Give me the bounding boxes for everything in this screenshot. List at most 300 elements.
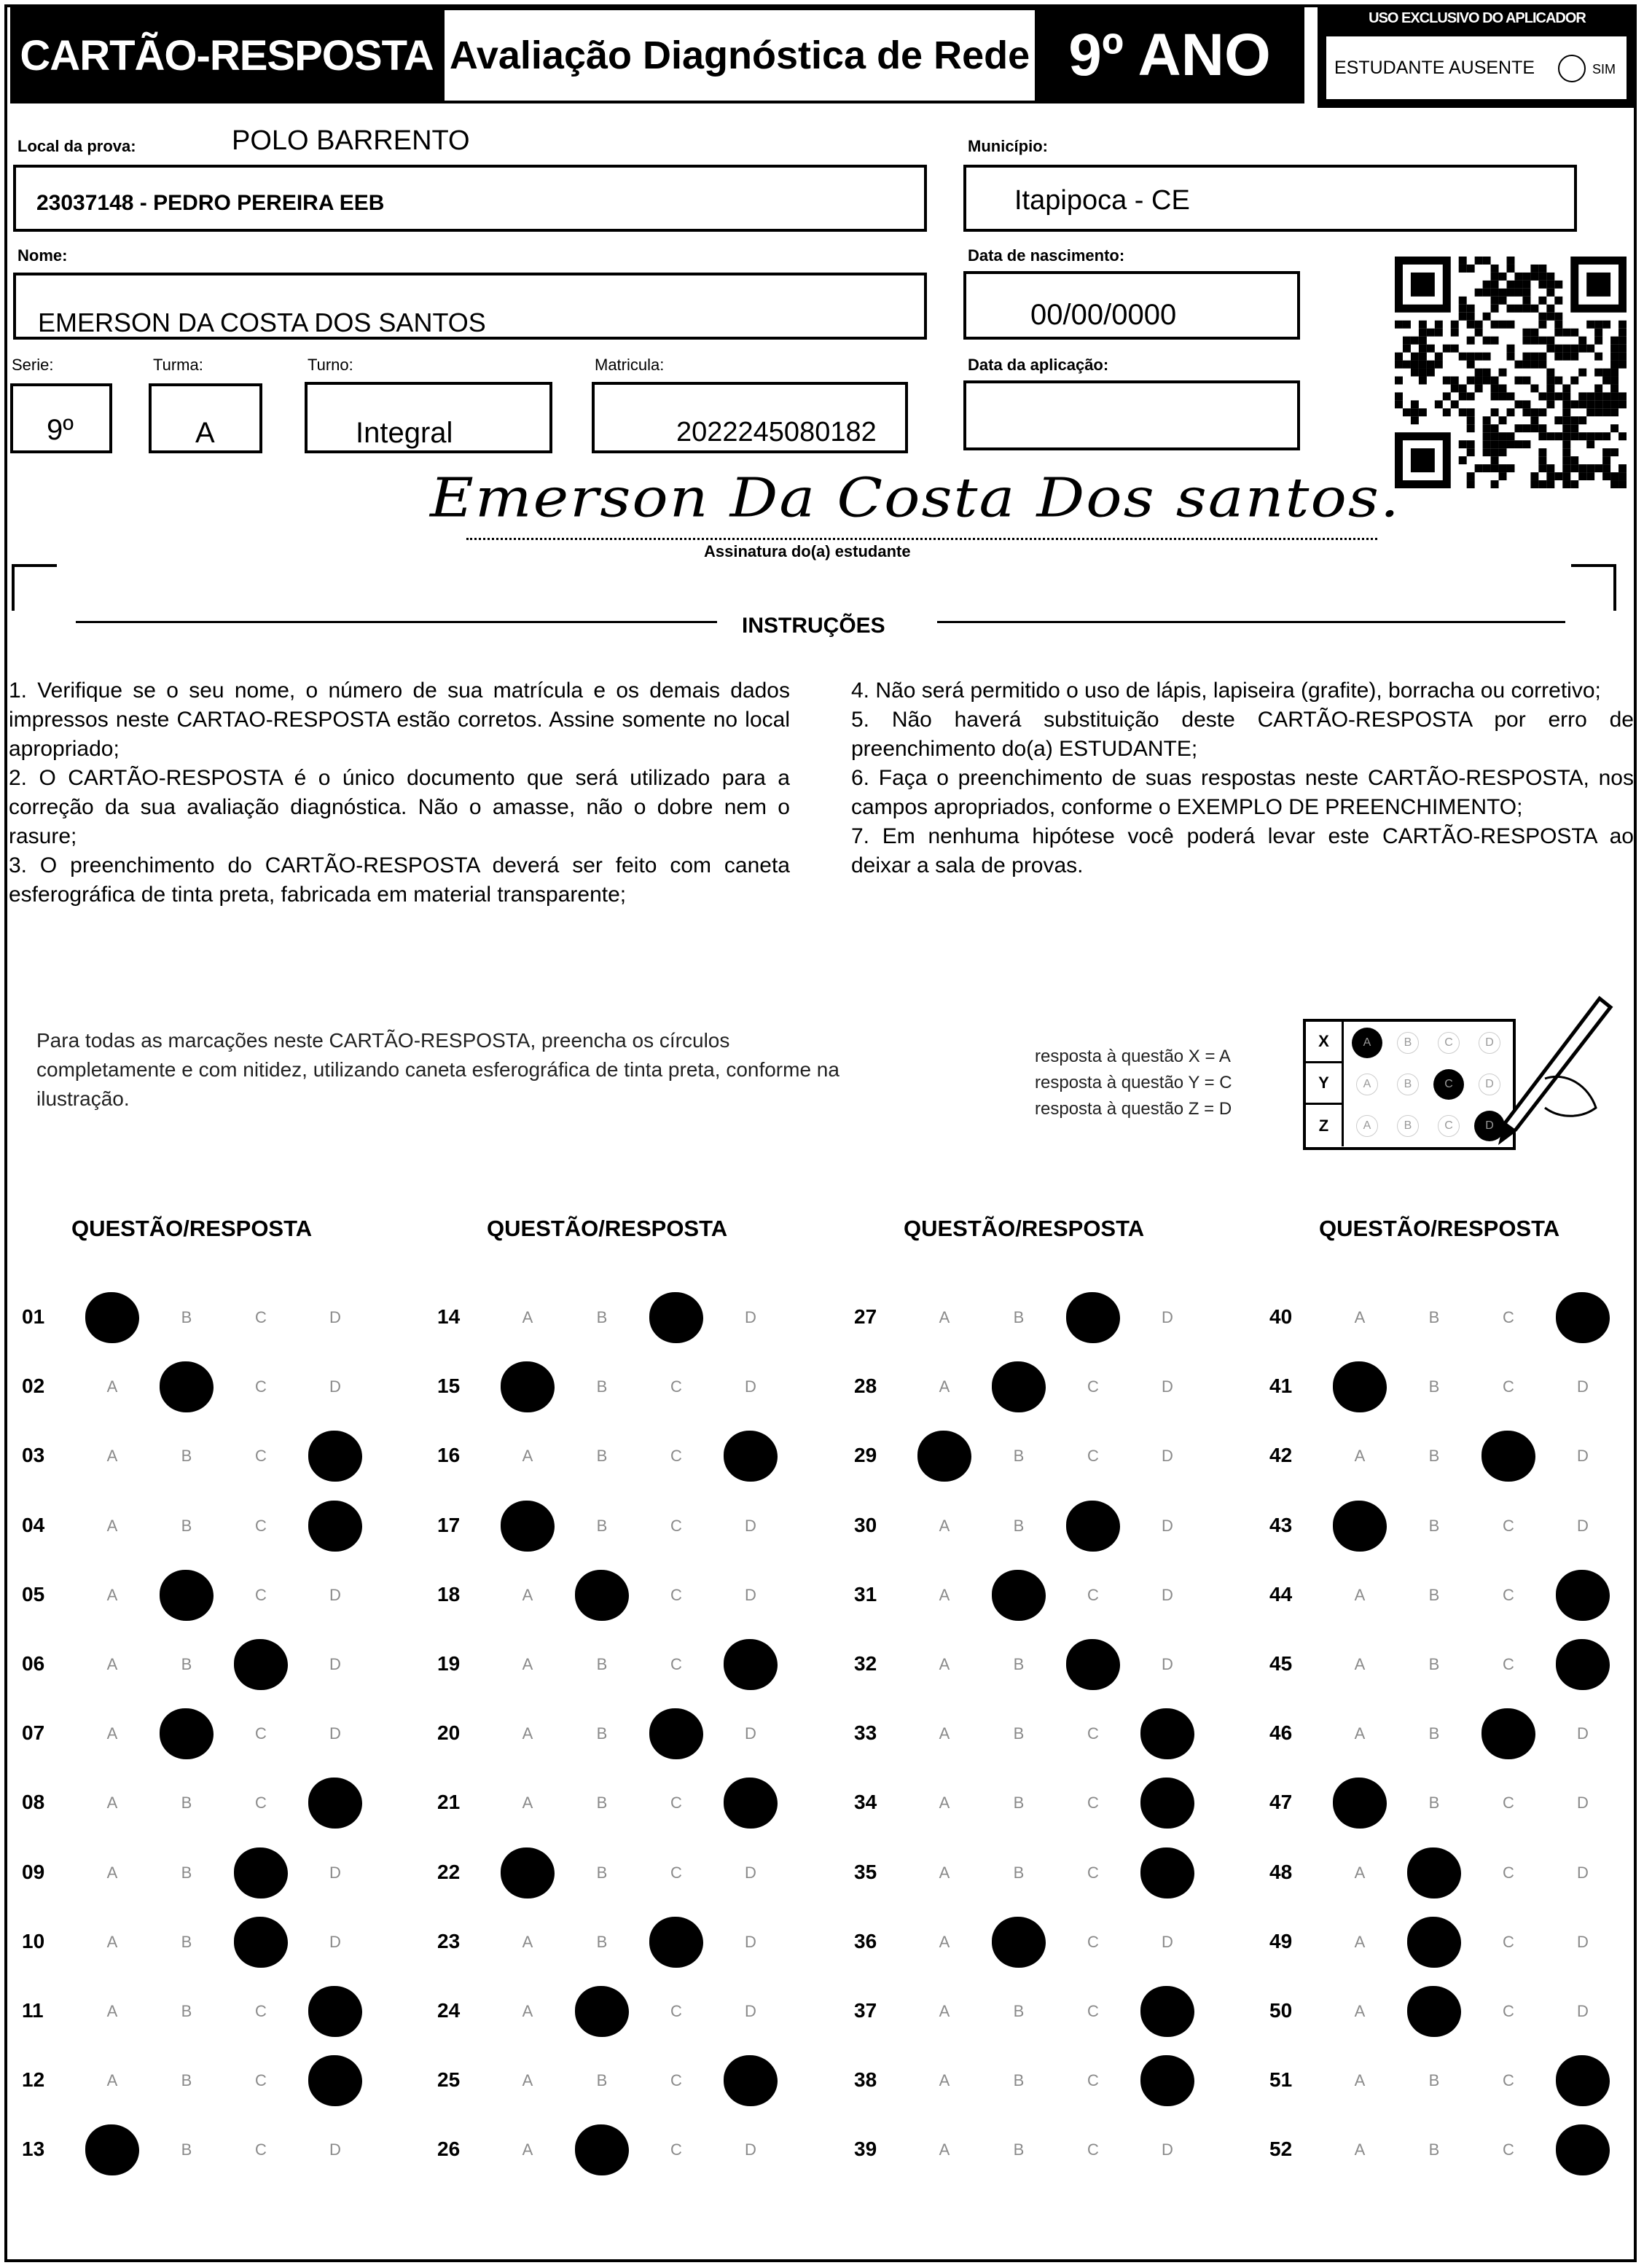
answer-bubble-q25-d[interactable]: D (724, 2055, 778, 2106)
answer-bubble-q47-a[interactable]: A (1333, 1778, 1387, 1829)
answer-bubble-q38-b[interactable]: B (1013, 2071, 1025, 2090)
question-number: 38 (854, 2068, 877, 2092)
answer-bubble-q18-c[interactable]: C (670, 1585, 682, 1604)
answer-bubble-q37-d[interactable]: D (1140, 1986, 1194, 2037)
answer-bubble-q15-a[interactable]: A (501, 1361, 555, 1412)
answer-bubble-q33-d[interactable]: D (1140, 1708, 1194, 1759)
answer-bubble-q09-d[interactable]: D (329, 1863, 341, 1882)
question-number: 49 (1269, 1929, 1293, 1952)
answer-bubble-q30-a[interactable]: A (939, 1516, 950, 1535)
answer-bubble-q50-d[interactable]: D (1577, 2002, 1589, 2020)
answer-bubble-q06-b[interactable]: B (181, 1655, 192, 1673)
answer-bubble-q14-a[interactable]: A (522, 1308, 533, 1326)
nascimento-value: 00/00/0000 (1030, 299, 1177, 331)
sheet-title: CARTÃO-RESPOSTA (10, 7, 443, 103)
answer-bubble-q46-b[interactable]: B (1428, 1724, 1440, 1743)
answer-bubble-q45-b[interactable]: B (1428, 1655, 1440, 1673)
answer-bubble-q23-b[interactable]: B (596, 1932, 608, 1951)
question-number: 43 (1269, 1513, 1293, 1536)
answer-bubble-q46-a[interactable]: A (1354, 1724, 1366, 1743)
question-number: 28 (854, 1375, 877, 1398)
answer-bubble-q03-b[interactable]: B (181, 1447, 192, 1466)
answer-bubble-q46-d[interactable]: D (1577, 1724, 1589, 1743)
answer-bubble-q52-a[interactable]: A (1354, 2140, 1366, 2159)
answer-bubble-q22-b[interactable]: B (596, 1863, 608, 1882)
answer-bubble-q09-b[interactable]: B (181, 1863, 192, 1882)
answer-bubble-q29-b[interactable]: B (1013, 1447, 1025, 1466)
answer-bubble-q03-d[interactable]: D (308, 1431, 362, 1482)
answer-bubble-q27-c[interactable]: C (1066, 1292, 1120, 1343)
question-number: 47 (1269, 1791, 1293, 1814)
answer-bubble-q43-a[interactable]: A (1333, 1501, 1387, 1552)
answer-bubble-q04-c[interactable]: C (255, 1516, 267, 1535)
answer-bubble-q26-a[interactable]: A (522, 2140, 533, 2159)
turno-value: Integral (356, 417, 453, 449)
question-number: 11 (22, 1999, 44, 2022)
answer-bubble-q05-b[interactable]: B (160, 1570, 214, 1621)
question-number: 45 (1269, 1652, 1293, 1675)
answer-bubble-q38-c[interactable]: C (1087, 2071, 1099, 2090)
answer-bubble-q30-b[interactable]: B (1013, 1516, 1025, 1535)
answer-bubble-q35-b[interactable]: B (1013, 1863, 1025, 1882)
example-bubble-z-c: C (1438, 1115, 1460, 1137)
question-number: 08 (22, 1791, 45, 1814)
answer-bubble-q46-c[interactable]: C (1481, 1708, 1535, 1759)
answer-bubble-q36-c[interactable]: C (1087, 1932, 1099, 1951)
instructions-left (9, 676, 790, 910)
answer-bubble-q07-c[interactable]: C (255, 1724, 267, 1743)
answer-bubble-q11-b[interactable]: B (181, 2002, 192, 2020)
answer-bubble-q39-d[interactable]: D (1162, 2140, 1173, 2159)
answer-bubble-q20-b[interactable]: B (596, 1724, 608, 1743)
example-row-label: Y (1306, 1063, 1344, 1105)
turma-value: A (195, 417, 215, 449)
answer-bubble-q18-a[interactable]: A (522, 1585, 533, 1604)
answer-bubble-q12-a[interactable]: A (106, 2071, 118, 2090)
answer-bubble-q16-a[interactable]: A (522, 1447, 533, 1466)
serie-label: Serie: (12, 356, 54, 374)
column-header: QUESTÃO/RESPOSTA (71, 1216, 313, 1241)
question-number: 04 (22, 1513, 45, 1536)
answer-bubble-q32-b[interactable]: B (1013, 1655, 1025, 1673)
question-number: 46 (1269, 1721, 1293, 1745)
answer-bubble-q06-d[interactable]: D (329, 1655, 341, 1673)
answer-bubble-q02-b[interactable]: B (160, 1361, 214, 1412)
answer-bubble-q44-c[interactable]: C (1503, 1585, 1514, 1604)
question-number: 02 (22, 1375, 45, 1398)
answer-bubble-q45-d[interactable]: D (1556, 1639, 1610, 1690)
answer-bubble-q21-a[interactable]: A (522, 1794, 533, 1813)
question-number: 24 (437, 1999, 461, 2022)
example-legend-z: resposta à questão Z = D (1035, 1099, 1232, 1119)
answer-bubble-q44-d[interactable]: D (1556, 1570, 1610, 1621)
answer-bubble-q34-c[interactable]: C (1087, 1794, 1099, 1813)
answer-bubble-q40-c[interactable]: C (1503, 1308, 1514, 1326)
answer-bubble-q26-b[interactable]: B (575, 2124, 629, 2175)
answer-bubble-q13-b[interactable]: B (181, 2140, 192, 2159)
answer-bubble-q40-d[interactable]: D (1556, 1292, 1610, 1343)
answer-bubble-q17-a[interactable]: A (501, 1501, 555, 1552)
column-header: QUESTÃO/RESPOSTA (904, 1216, 1145, 1241)
pen-illustration (1472, 991, 1618, 1159)
answer-bubble-q16-b[interactable]: B (596, 1447, 608, 1466)
answer-bubble-q08-c[interactable]: C (255, 1794, 267, 1813)
answer-bubble-q04-b[interactable]: B (181, 1516, 192, 1535)
answer-bubble-q32-c[interactable]: C (1066, 1639, 1120, 1690)
answer-bubble-q18-b[interactable]: B (575, 1570, 629, 1621)
answer-bubble-q13-a[interactable]: A (85, 2124, 139, 2175)
answer-bubble-q18-d[interactable]: D (745, 1585, 756, 1604)
answer-bubble-q19-c[interactable]: C (670, 1655, 682, 1673)
answer-bubble-q19-d[interactable]: D (724, 1639, 778, 1690)
example-legend-x: resposta à questão X = A (1035, 1047, 1231, 1066)
answer-bubble-q01-c[interactable]: C (255, 1308, 267, 1326)
answer-bubble-q07-d[interactable]: D (329, 1724, 341, 1743)
answer-bubble-q40-b[interactable]: B (1428, 1308, 1440, 1326)
question-number: 17 (437, 1513, 461, 1536)
instructions-right (851, 676, 1634, 880)
answer-bubble-q47-b[interactable]: B (1428, 1794, 1440, 1813)
answer-bubble-q36-d[interactable]: D (1162, 1932, 1173, 1951)
answer-bubble-q51-a[interactable]: A (1354, 2071, 1366, 2090)
instruction-5: 5. Não haverá substituição deste CARTÃO-RESPOSTA por erro de preenchimento do(a) ESTUDANTE; (851, 708, 1634, 761)
question-number: 32 (854, 1652, 877, 1675)
answer-bubble-q24-a[interactable]: A (522, 2002, 533, 2020)
aplicacao-label: Data da aplicação: (968, 356, 1109, 374)
answer-bubble-q26-d[interactable]: D (745, 2140, 756, 2159)
answer-bubble-q42-a[interactable]: A (1354, 1447, 1366, 1466)
example-row-label: X (1306, 1022, 1344, 1063)
answer-bubble-q34-b[interactable]: B (1013, 1794, 1025, 1813)
answer-bubble-q45-a[interactable]: A (1354, 1655, 1366, 1673)
answer-bubble-q15-c[interactable]: C (670, 1377, 682, 1396)
answer-bubble-q05-d[interactable]: D (329, 1585, 341, 1604)
answer-bubble-q44-b[interactable]: B (1428, 1585, 1440, 1604)
answer-bubble-q23-a[interactable]: A (522, 1932, 533, 1951)
answer-bubble-q20-d[interactable]: D (745, 1724, 756, 1743)
example-bubble-y-b: B (1397, 1074, 1419, 1095)
answer-bubble-q17-d[interactable]: D (745, 1516, 756, 1535)
answer-bubble-q21-c[interactable]: C (670, 1794, 682, 1813)
answer-bubble-q22-d[interactable]: D (745, 1863, 756, 1882)
example-bubble-x-b: B (1397, 1032, 1419, 1054)
instructions-corner-right (1571, 564, 1616, 611)
answer-bubble-q51-b[interactable]: B (1428, 2071, 1440, 2090)
answer-bubble-q45-c[interactable]: C (1503, 1655, 1514, 1673)
answer-bubble-q12-c[interactable]: C (255, 2071, 267, 2090)
question-number: 40 (1269, 1305, 1293, 1328)
answer-bubble-q14-b[interactable]: B (596, 1308, 608, 1326)
answer-bubble-q25-c[interactable]: C (670, 2071, 682, 2090)
turma-label: Turma: (153, 356, 203, 374)
question-number: 22 (437, 1860, 461, 1883)
answer-bubble-q47-c[interactable]: C (1503, 1794, 1514, 1813)
signature-label: Assinatura do(a) estudante (704, 542, 911, 560)
question-number: 15 (437, 1375, 461, 1398)
answer-bubble-q34-a[interactable]: A (939, 1794, 950, 1813)
answer-bubble-q33-a[interactable]: A (939, 1724, 950, 1743)
answer-bubble-q37-b[interactable]: B (1013, 2002, 1025, 2020)
answer-bubble-q35-a[interactable]: A (939, 1863, 950, 1882)
answer-bubble-q02-d[interactable]: D (329, 1377, 341, 1396)
absent-label: ESTUDANTE AUSENTE (1334, 58, 1535, 78)
question-number: 39 (854, 2138, 877, 2161)
local-label: Local da prova: (17, 137, 136, 155)
answer-bubble-q49-b[interactable]: B (1407, 1917, 1461, 1968)
answer-bubble-q01-a[interactable]: A (85, 1292, 139, 1343)
answer-bubble-q08-b[interactable]: B (181, 1794, 192, 1813)
question-number: 26 (437, 2138, 461, 2161)
answer-bubble-q03-a[interactable]: A (106, 1447, 118, 1466)
answer-bubble-q30-c[interactable]: C (1066, 1501, 1120, 1552)
answer-bubble-q32-a[interactable]: A (939, 1655, 950, 1673)
answer-bubble-q05-c[interactable]: C (255, 1585, 267, 1604)
question-number: 16 (437, 1444, 461, 1467)
answer-bubble-q29-d[interactable]: D (1162, 1447, 1173, 1466)
answer-bubble-q19-a[interactable]: A (522, 1655, 533, 1673)
answer-bubble-q15-b[interactable]: B (596, 1377, 608, 1396)
answer-bubble-q07-a[interactable]: A (106, 1724, 118, 1743)
answer-bubble-q14-c[interactable]: C (649, 1292, 703, 1343)
answer-bubble-q28-a[interactable]: A (939, 1377, 950, 1396)
instructions-title: INSTRUÇÕES (742, 614, 885, 638)
answer-bubble-q48-a[interactable]: A (1354, 1863, 1366, 1882)
answer-bubble-q43-d[interactable]: D (1577, 1516, 1589, 1535)
answer-bubble-q51-d[interactable]: D (1556, 2055, 1610, 2106)
answer-bubble-q49-c[interactable]: C (1503, 1932, 1514, 1951)
answer-bubble-q48-b[interactable]: B (1407, 1847, 1461, 1899)
signature-line (466, 538, 1377, 540)
example-bubble-y-a: A (1356, 1074, 1378, 1095)
answer-bubble-q04-d[interactable]: D (308, 1501, 362, 1552)
absent-box (1326, 36, 1627, 99)
answer-bubble-q12-b[interactable]: B (181, 2071, 192, 2090)
absent-checkbox[interactable] (1558, 55, 1586, 82)
example-row-label: Z (1306, 1105, 1344, 1146)
answer-bubble-q38-d[interactable]: D (1140, 2055, 1194, 2106)
answer-bubble-q43-b[interactable]: B (1428, 1516, 1440, 1535)
answer-bubble-q44-a[interactable]: A (1354, 1585, 1366, 1604)
answer-bubble-q39-b[interactable]: B (1013, 2140, 1025, 2159)
answer-bubble-q19-b[interactable]: B (596, 1655, 608, 1673)
answer-bubble-q13-d[interactable]: D (329, 2140, 341, 2159)
absent-option-label: SIM (1592, 62, 1616, 77)
answer-bubble-q42-b[interactable]: B (1428, 1447, 1440, 1466)
example-legend-y: resposta à questão Y = C (1035, 1073, 1232, 1092)
answer-bubble-q36-b[interactable]: B (992, 1917, 1046, 1968)
answer-bubble-q05-a[interactable]: A (106, 1585, 118, 1604)
answer-bubble-q31-d[interactable]: D (1162, 1585, 1173, 1604)
example-bubble-z-d: D (1474, 1111, 1505, 1141)
answer-bubble-q03-c[interactable]: C (255, 1447, 267, 1466)
answer-bubble-q42-c[interactable]: C (1481, 1431, 1535, 1482)
question-number: 33 (854, 1721, 877, 1745)
answer-bubble-q49-d[interactable]: D (1577, 1932, 1589, 1951)
answer-bubble-q13-c[interactable]: C (255, 2140, 267, 2159)
answer-bubble-q52-d[interactable]: D (1556, 2124, 1610, 2175)
answer-bubble-q10-b[interactable]: B (181, 1932, 192, 1951)
answer-bubble-q23-d[interactable]: D (745, 1932, 756, 1951)
answer-bubble-q25-a[interactable]: A (522, 2071, 533, 2090)
question-number: 14 (437, 1305, 461, 1328)
answer-bubble-q06-c[interactable]: C (234, 1639, 288, 1690)
instructions-rule-left (76, 621, 717, 623)
answer-bubble-q37-c[interactable]: C (1087, 2002, 1099, 2020)
answer-bubble-q41-d[interactable]: D (1577, 1377, 1589, 1396)
answer-bubble-q30-d[interactable]: D (1162, 1516, 1173, 1535)
answer-bubble-q10-a[interactable]: A (106, 1932, 118, 1951)
example-bubble-z-a: A (1356, 1115, 1378, 1137)
question-number: 27 (854, 1305, 877, 1328)
question-number: 42 (1269, 1444, 1293, 1467)
question-number: 36 (854, 1929, 877, 1952)
answer-bubble-q11-d[interactable]: D (308, 1986, 362, 2037)
school-value: 23037148 - PEDRO PEREIRA EEB (36, 191, 385, 215)
answer-bubble-q29-c[interactable]: C (1087, 1447, 1099, 1466)
signature-handwriting: Emerson Da Costa Dos santos. (430, 466, 1401, 530)
question-number: 41 (1269, 1375, 1293, 1398)
answer-bubble-q41-b[interactable]: B (1428, 1377, 1440, 1396)
answer-bubble-q43-c[interactable]: C (1503, 1516, 1514, 1535)
answer-bubble-q35-d[interactable]: D (1140, 1847, 1194, 1899)
answer-bubble-q06-a[interactable]: A (106, 1655, 118, 1673)
instruction-1: 1. Verifique se o seu nome, o número de sua matrícula e os demais dados impressos neste CARTAO-RESPOSTA estão corretos. Assine somente no local apropriado; (9, 679, 790, 761)
answer-bubble-q20-a[interactable]: A (522, 1724, 533, 1743)
instructions-rule-right (937, 621, 1565, 623)
answer-bubble-q22-a[interactable]: A (501, 1847, 555, 1899)
answer-bubble-q02-c[interactable]: C (255, 1377, 267, 1396)
question-number: 06 (22, 1652, 45, 1675)
matricula-label: Matricula: (595, 356, 665, 374)
answer-bubble-q31-b[interactable]: B (992, 1570, 1046, 1621)
answer-bubble-q01-d[interactable]: D (329, 1308, 341, 1326)
example-bubble-x-c: C (1438, 1032, 1460, 1054)
answer-bubble-q47-d[interactable]: D (1577, 1794, 1589, 1813)
answer-bubble-q33-c[interactable]: C (1087, 1724, 1099, 1743)
answer-bubble-q17-b[interactable]: B (596, 1516, 608, 1535)
answer-bubble-q52-b[interactable]: B (1428, 2140, 1440, 2159)
answer-bubble-q11-c[interactable]: C (255, 2002, 267, 2020)
question-number: 51 (1269, 2068, 1293, 2092)
answer-bubble-q52-c[interactable]: C (1503, 2140, 1514, 2159)
aplicador-panel (1318, 4, 1637, 108)
answer-bubble-q12-d[interactable]: D (308, 2055, 362, 2106)
answer-bubble-q40-a[interactable]: A (1354, 1308, 1366, 1326)
answer-bubble-q34-d[interactable]: D (1140, 1778, 1194, 1829)
answer-bubble-q32-d[interactable]: D (1162, 1655, 1173, 1673)
question-number: 18 (437, 1582, 461, 1606)
answer-bubble-q35-c[interactable]: C (1087, 1863, 1099, 1882)
answer-bubble-q23-c[interactable]: C (649, 1917, 703, 1968)
turno-label: Turno: (308, 356, 353, 374)
answer-bubble-q38-a[interactable]: A (939, 2071, 950, 2090)
answer-bubble-q27-b[interactable]: B (1013, 1308, 1025, 1326)
answer-bubble-q50-c[interactable]: C (1503, 2002, 1514, 2020)
answer-bubble-q16-d[interactable]: D (724, 1431, 778, 1482)
answer-bubble-q26-c[interactable]: C (670, 2140, 682, 2159)
answer-bubble-q31-a[interactable]: A (939, 1585, 950, 1604)
aplicacao-box (963, 380, 1300, 450)
example-bubble-x-a: A (1352, 1028, 1382, 1058)
answer-bubble-q24-c[interactable]: C (670, 2002, 682, 2020)
answer-bubble-q04-a[interactable]: A (106, 1516, 118, 1535)
nascimento-label: Data de nascimento: (968, 246, 1125, 265)
question-number: 05 (22, 1582, 45, 1606)
question-number: 30 (854, 1513, 877, 1536)
answer-bubble-q39-a[interactable]: A (939, 2140, 950, 2159)
answer-bubble-q10-c[interactable]: C (234, 1917, 288, 1968)
answer-bubble-q17-c[interactable]: C (670, 1516, 682, 1535)
answer-bubble-q31-c[interactable]: C (1087, 1585, 1099, 1604)
answer-bubble-q21-b[interactable]: B (596, 1794, 608, 1813)
example-bubble-y-d: D (1479, 1074, 1500, 1095)
answer-bubble-q16-c[interactable]: C (670, 1447, 682, 1466)
column-header: QUESTÃO/RESPOSTA (1319, 1216, 1560, 1241)
answer-bubble-q08-a[interactable]: A (106, 1794, 118, 1813)
answer-bubble-q20-c[interactable]: C (649, 1708, 703, 1759)
answer-bubble-q33-b[interactable]: B (1013, 1724, 1025, 1743)
answer-bubble-q28-d[interactable]: D (1162, 1377, 1173, 1396)
answer-bubble-q36-a[interactable]: A (939, 1932, 950, 1951)
answer-bubble-q22-c[interactable]: C (670, 1863, 682, 1882)
answer-bubble-q27-a[interactable]: A (939, 1308, 950, 1326)
question-number: 52 (1269, 2138, 1293, 2161)
answer-bubble-q41-a[interactable]: A (1333, 1361, 1387, 1412)
answer-bubble-q42-d[interactable]: D (1577, 1447, 1589, 1466)
matricula-value: 2022245080182 (676, 417, 877, 447)
answer-bubble-q51-c[interactable]: C (1503, 2071, 1514, 2090)
answer-bubble-q24-b[interactable]: B (575, 1986, 629, 2037)
answer-bubble-q24-d[interactable]: D (745, 2002, 756, 2020)
answer-bubble-q09-c[interactable]: C (234, 1847, 288, 1899)
answer-bubble-q29-a[interactable]: A (917, 1431, 971, 1482)
answer-bubble-q25-b[interactable]: B (596, 2071, 608, 2090)
serie-value: 9º (47, 414, 74, 446)
answer-bubble-q14-d[interactable]: D (745, 1308, 756, 1326)
answer-bubble-q50-b[interactable]: B (1407, 1986, 1461, 2037)
example-bubble-x-d: D (1479, 1032, 1500, 1054)
answer-bubble-q49-a[interactable]: A (1354, 1932, 1366, 1951)
answer-bubble-q48-c[interactable]: C (1503, 1863, 1514, 1882)
answer-bubble-q39-c[interactable]: C (1087, 2140, 1099, 2159)
answer-bubble-q09-a[interactable]: A (106, 1863, 118, 1882)
answer-bubble-q28-c[interactable]: C (1087, 1377, 1099, 1396)
example-text: Para todas as marcações neste CARTÃO-RESPOSTA, preencha os círculos completamente e com nitidez, utilizando caneta esferográfica de tinta preta, conforme na ilustração. (36, 1029, 839, 1110)
instruction-4: 4. Não será permitido o uso de lápis, lapiseira (grafite), borracha ou corretivo; (851, 679, 1601, 703)
question-number: 03 (22, 1444, 45, 1467)
answer-bubble-q10-d[interactable]: D (329, 1932, 341, 1951)
answer-bubble-q41-c[interactable]: C (1503, 1377, 1514, 1396)
answer-bubble-q15-d[interactable]: D (745, 1377, 756, 1396)
answer-bubble-q27-d[interactable]: D (1162, 1308, 1173, 1326)
local-value: POLO BARRENTO (232, 125, 470, 156)
answer-bubble-q48-d[interactable]: D (1577, 1863, 1589, 1882)
question-number: 10 (22, 1929, 45, 1952)
answer-bubble-q01-b[interactable]: B (181, 1308, 192, 1326)
question-number: 37 (854, 1999, 877, 2022)
answer-bubble-q37-a[interactable]: A (939, 2002, 950, 2020)
answer-bubble-q11-a[interactable]: A (106, 2002, 118, 2020)
answer-bubble-q08-d[interactable]: D (308, 1778, 362, 1829)
answer-bubble-q21-d[interactable]: D (724, 1778, 778, 1829)
question-number: 21 (437, 1791, 461, 1814)
answer-bubble-q50-a[interactable]: A (1354, 2002, 1366, 2020)
answer-bubble-q02-a[interactable]: A (106, 1377, 118, 1396)
question-number: 19 (437, 1652, 461, 1675)
answer-bubble-q07-b[interactable]: B (160, 1708, 214, 1759)
answer-bubble-q28-b[interactable]: B (992, 1361, 1046, 1412)
question-number: 07 (22, 1721, 45, 1745)
